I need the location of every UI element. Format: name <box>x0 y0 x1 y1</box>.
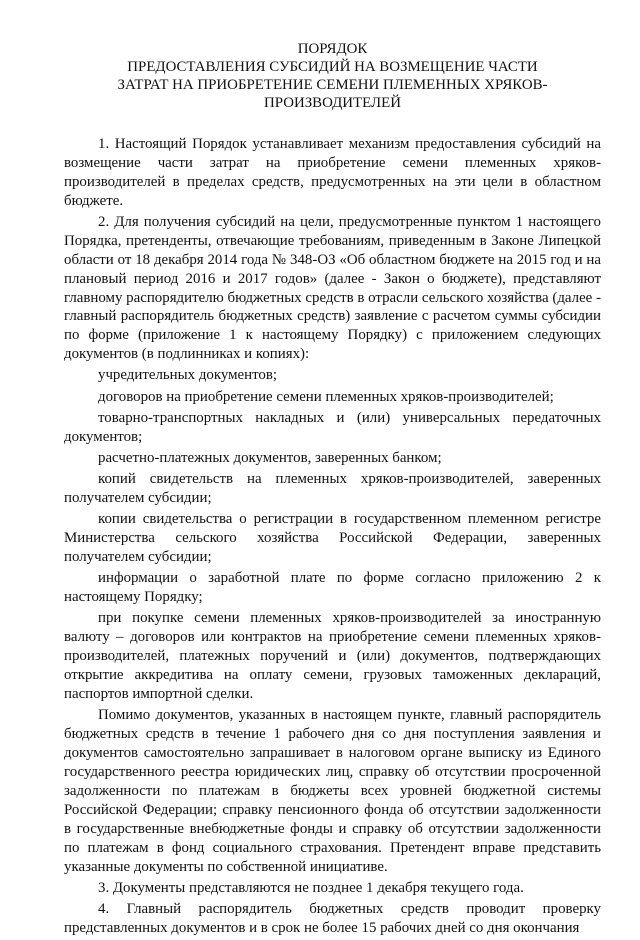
title-line-1: ПОРЯДОК <box>297 41 368 57</box>
list-item: копии свидетельства о регистрации в государственном племенном регистре Министерства сельского хозяйства Российской Федерации, заверенных получателем субсидии; <box>64 511 601 566</box>
paragraph-4: 4. Главный распорядитель бюджетных средств проводит проверку представленных документов и в срок не более 15 рабочих дней со дня окончания <box>64 900 601 936</box>
document-body <box>64 135 601 938</box>
title-line-2: ПРЕДОСТАВЛЕНИЯ СУБСИДИЙ НА ВОЗМЕЩЕНИЕ ЧАСТИ <box>127 59 538 75</box>
paragraph-1: 1. Настоящий Порядок устанавливает механизм предоставления субсидий на возмещение части затрат на приобретение семени племенных хряков-производителей в пределах средств, предусмотренных на эти цели в областном бюджете. <box>64 136 601 209</box>
list-item: учредительных документов; <box>98 367 278 384</box>
paragraph-additional: Помимо документов, указанных в настоящем пункте, главный распорядитель бюджетных средств в течение 1 рабочего дня со дня поступления заявления и документов самостоятельно запрашивает в налоговом органе выписку из Единого государственного реестра юридических лиц, справку об отсутствии просроченной задолженности по платежам в бюджеты всех уровней бюджетной системы Российской Федерации; справку пенсионного фонда об отсутствии задолженности в государственные внебюджетные фонды и справку об отсутствии задолженности по платежам в фонд социального страхования. Претендент вправе представить указанные документы по собственной инициативе. <box>64 707 601 875</box>
document-title <box>64 40 601 112</box>
title-line-4: ПРОИЗВОДИТЕЛЕЙ <box>264 95 401 111</box>
paragraph-3: 3. Документы представляются не позднее 1 декабря текущего года. <box>98 879 524 896</box>
paragraph-2: 2. Для получения субсидий на цели, предусмотренные пунктом 1 настоящего Порядка, претенденты, отвечающие требованиям, приведенным в Законе Липецкой области от 18 декабря 2014 года № 348-ОЗ «Об областном бюджете на 2015 год и на плановый период 2016 и 2017 годов» (далее - Закон о бюджете), представляют главному распорядителю бюджетных средств в отрасли сельского хозяйства (далее - главный распорядитель бюджетных средств) заявление с расчетом суммы субсидии по форме (приложение 1 к настоящему Порядку) с приложением следующих документов (в подлинниках и копиях): <box>64 213 601 363</box>
list-item: договоров на приобретение семени племенных хряков-производителей; <box>98 388 554 405</box>
list-item: информации о заработной плате по форме согласно приложению 2 к настоящему Порядку; <box>64 570 601 606</box>
document-page <box>64 40 601 940</box>
list-item: товарно-транспортных накладных и (или) универсальных передаточных документов; <box>64 409 601 445</box>
list-item: при покупке семени племенных хряков-производителей за иностранную валюту – договоров или контрактов на приобретение семени племенных хряков-производителей, платежных поручений и (или) документов, подтверждающих открытие аккредитива на оплату семени, грузовых таможенных деклараций, паспортов импортной сделки. <box>64 610 601 703</box>
list-item: копий свидетельств на племенных хряков-производителей, заверенных получателем субсидии; <box>64 471 601 507</box>
list-item: расчетно-платежных документов, заверенных банком; <box>98 449 442 466</box>
title-line-3: ЗАТРАТ НА ПРИОБРЕТЕНИЕ СЕМЕНИ ПЛЕМЕННЫХ ХРЯКОВ- <box>117 77 548 93</box>
